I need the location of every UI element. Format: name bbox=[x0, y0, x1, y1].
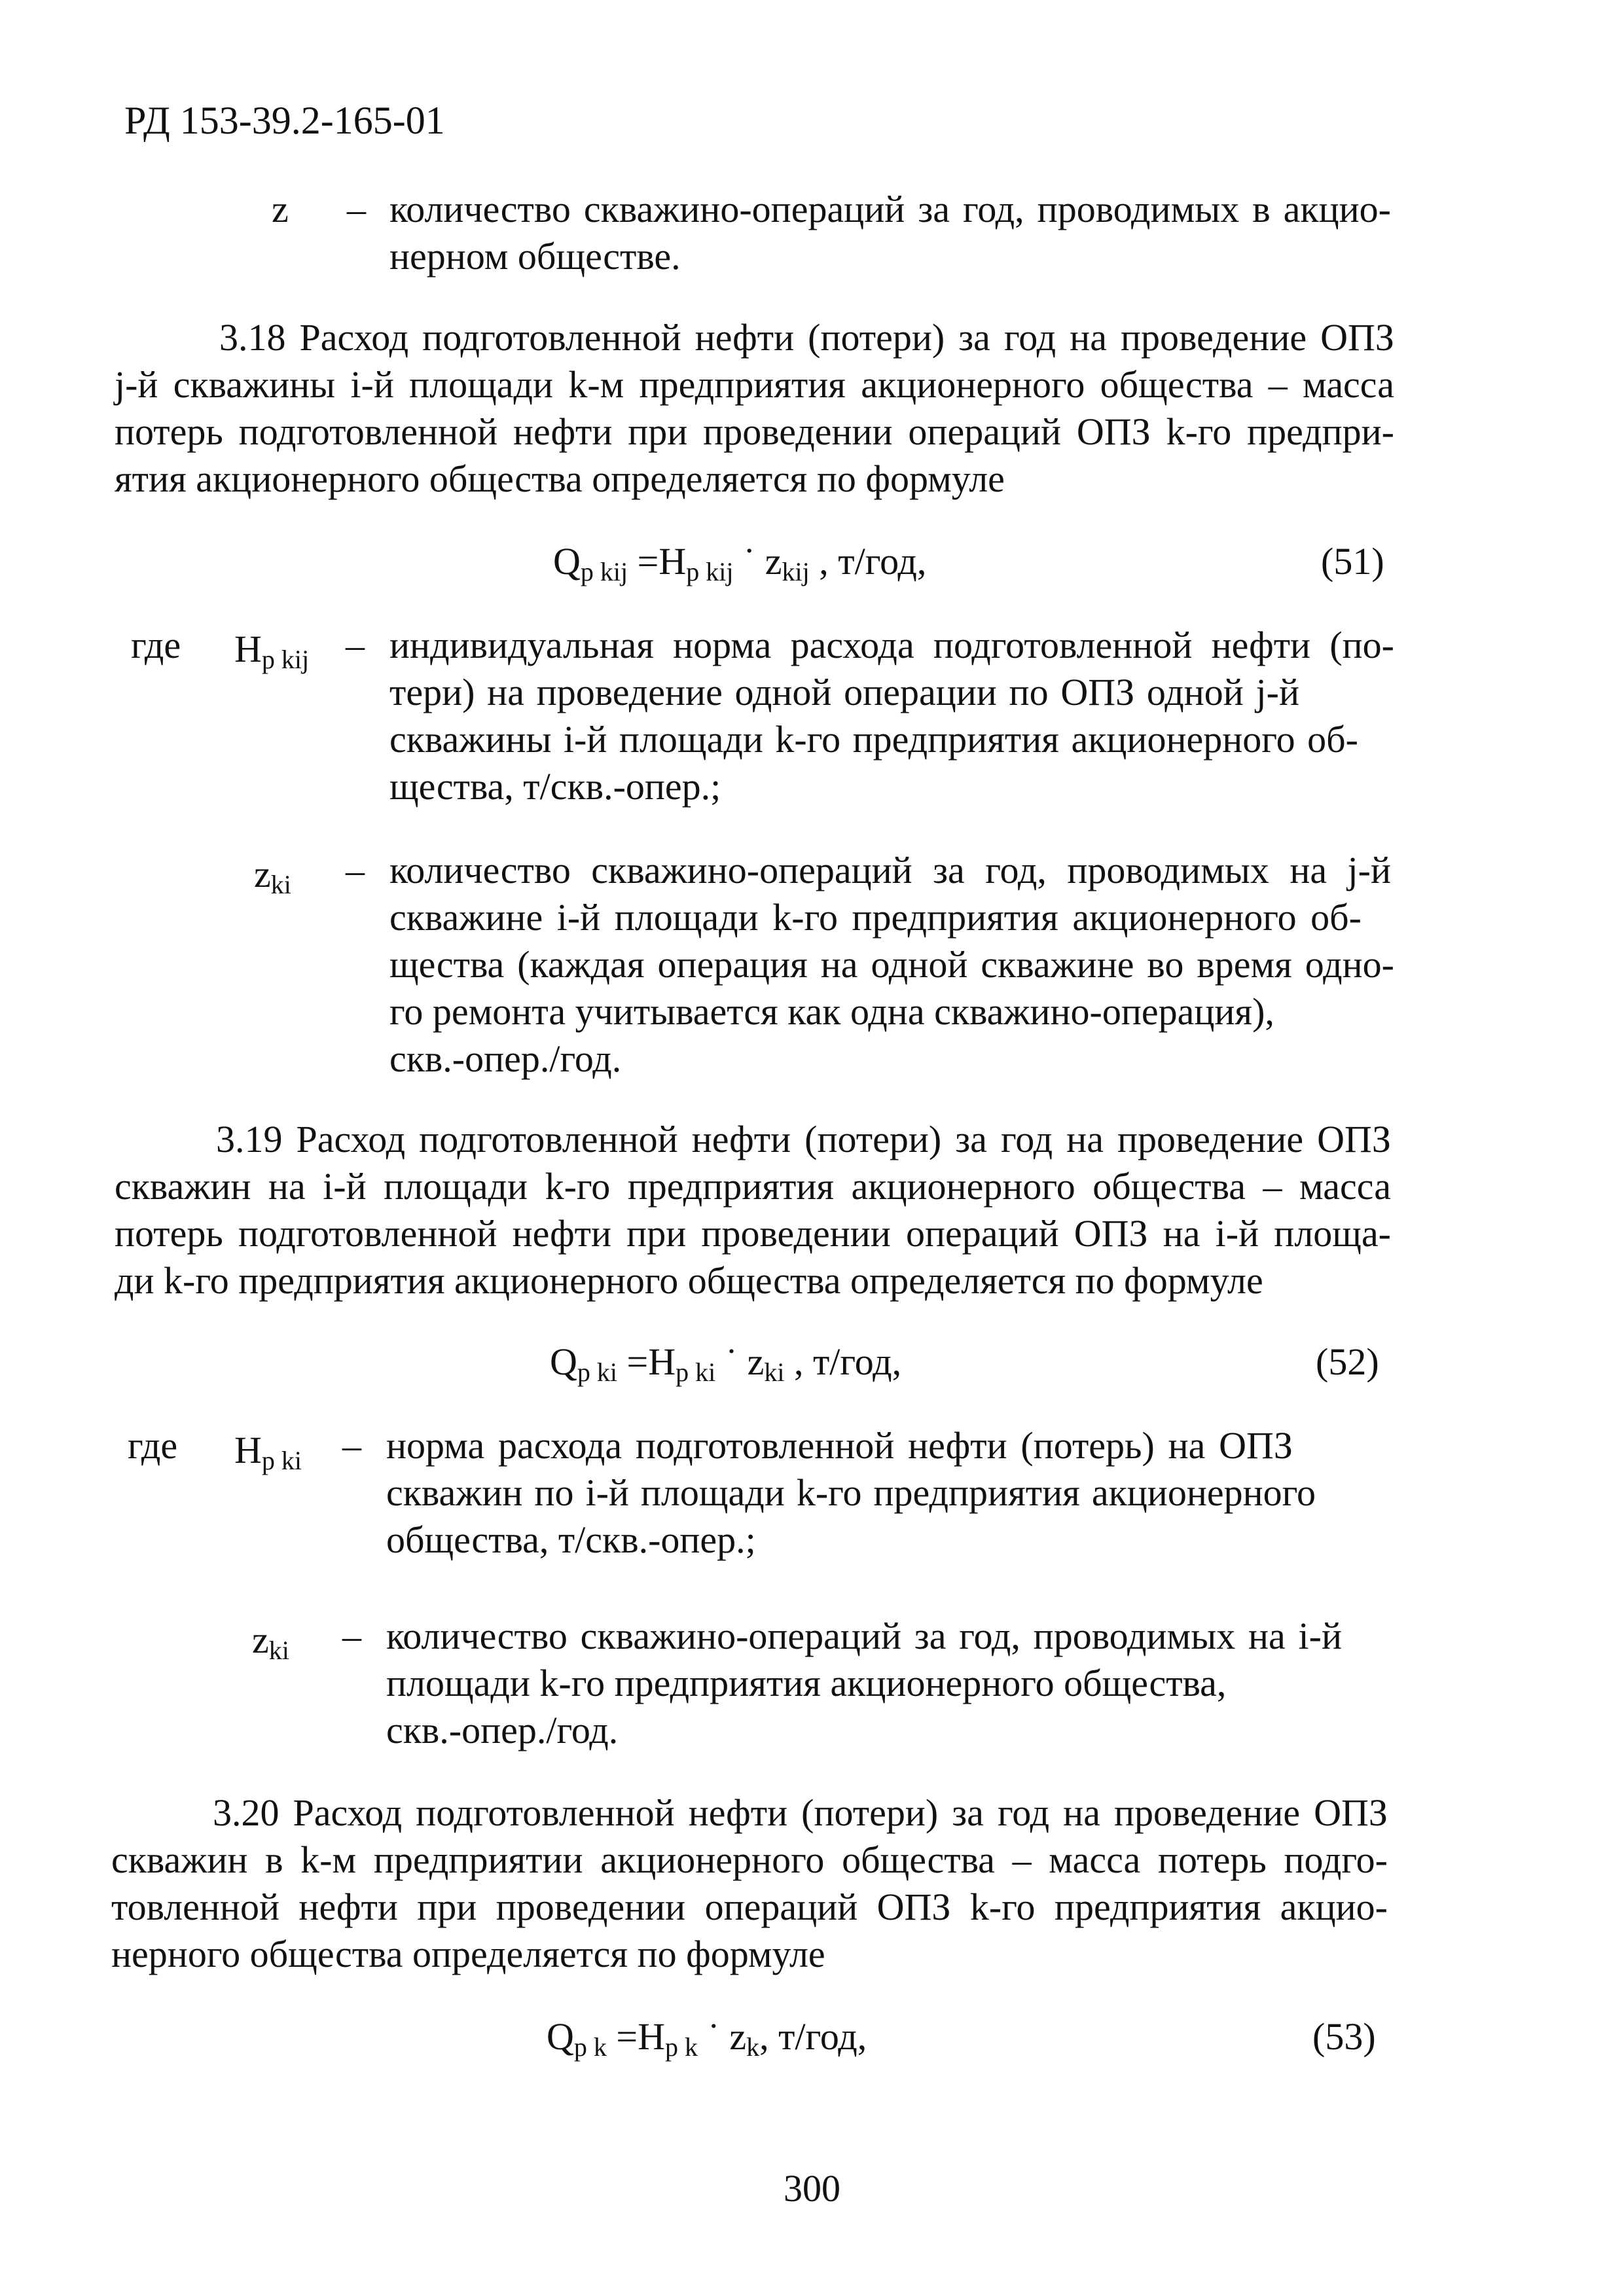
symbol-h-pki: $H_{p ki}$ bbox=[234, 1429, 302, 1475]
h51-def-line-3: скважины i-й площади k-го предприятия акционерного об- bbox=[389, 718, 1358, 761]
para-318-line-1: 3.18 Расход подготовленной нефти (потери) за год на проведение ОПЗ bbox=[219, 316, 1394, 359]
symbol-h-pkij: $H_{p kij}$ bbox=[234, 628, 310, 674]
formula-51: $Q_{p kij} =H_{p kij}$ ˙ $z_{kij}$ , т/год, bbox=[553, 540, 927, 586]
definition-dash: – bbox=[347, 188, 366, 230]
z-def-line-2: нерном обществе. bbox=[389, 235, 681, 278]
para-320-line-1: 3.20 Расход подготовленной нефти (потери) за год на проведение ОПЗ bbox=[213, 1791, 1388, 1834]
h52-def-line-2: скважин по i-й площади k-го предприятия акционерного bbox=[386, 1471, 1316, 1514]
symbol-z-ki: $z_{ki}$ bbox=[252, 1619, 289, 1665]
equation-number-52: (52) bbox=[1316, 1340, 1379, 1383]
z51-def-line-3: щества (каждая операция на одной скважине во время одно- bbox=[389, 943, 1394, 986]
h52-def-line-1: норма расхода подготовленной нефти (потерь) на ОПЗ bbox=[386, 1424, 1293, 1467]
para-319-line-1: 3.19 Расход подготовленной нефти (потери) за год на проведение ОПЗ bbox=[216, 1118, 1391, 1160]
formula-52: $Q_{p ki} =H_{p ki}$ ˙ $z_{ki}$ , т/год, bbox=[550, 1340, 902, 1387]
z51-def-line-2: скважине i-й площади k-го предприятия акционерного об- bbox=[389, 896, 1362, 939]
h52-def-line-3: общества, т/скв.-опер.; bbox=[386, 1518, 756, 1561]
definition-dash: – bbox=[346, 624, 365, 666]
para-320-line-4: нерного общества определяется по формуле bbox=[111, 1933, 825, 1975]
h51-def-line-2: тери) на проведение одной операции по ОПЗ одной j-й bbox=[389, 671, 1299, 713]
equation-number-53: (53) bbox=[1312, 2015, 1376, 2058]
para-319-line-4: ди k-го предприятия акционерного общества определяется по формуле bbox=[115, 1259, 1263, 1302]
para-318-line-2: j-й скважины i-й площади k-м предприятия акционерного общества – масса bbox=[115, 363, 1394, 406]
z-def-line-1: количество скважино-операций за год, проводимых в акцио- bbox=[389, 188, 1391, 230]
definition-dash: – bbox=[346, 849, 365, 891]
z52-def-line-3: скв.-опер./год. bbox=[386, 1709, 619, 1751]
where-label: где bbox=[131, 624, 181, 666]
symbol-z-ki: $z_{ki}$ bbox=[254, 853, 291, 899]
definition-dash: – bbox=[342, 1615, 361, 1657]
para-319-line-3: потерь подготовленной нефти при проведении операций ОПЗ на i-й площа- bbox=[115, 1212, 1391, 1255]
page-number: 300 bbox=[784, 2167, 840, 2210]
symbol-z: z bbox=[272, 188, 289, 230]
where-label: где bbox=[128, 1424, 178, 1467]
para-318-line-3: потерь подготовленной нефти при проведении операций ОПЗ k-го предпри- bbox=[115, 410, 1394, 453]
para-319-line-2: скважин на i-й площади k-го предприятия акционерного общества – масса bbox=[115, 1165, 1391, 1208]
h51-def-line-4: щества, т/скв.-опер.; bbox=[389, 765, 721, 808]
z52-def-line-2: площади k-го предприятия акционерного общества, bbox=[386, 1662, 1227, 1704]
definition-dash: – bbox=[342, 1424, 361, 1467]
equation-number-51: (51) bbox=[1321, 540, 1384, 583]
z51-def-line-1: количество скважино-операций за год, проводимых на j-й bbox=[389, 849, 1391, 891]
para-318-line-4: ятия акционерного общества определяется по формуле bbox=[115, 457, 1005, 500]
para-320-line-3: товленной нефти при проведении операций ОПЗ k-го предприятия акцио- bbox=[111, 1886, 1388, 1928]
document-code: РД 153-39.2-165-01 bbox=[124, 99, 445, 142]
z51-def-line-4: го ремонта учитывается как одна скважино-операция), bbox=[389, 990, 1274, 1033]
z51-def-line-5: скв.-опер./год. bbox=[389, 1037, 622, 1080]
h51-def-line-1: индивидуальная норма расхода подготовленной нефти (по- bbox=[389, 624, 1394, 666]
z52-def-line-1: количество скважино-операций за год, проводимых на i-й bbox=[386, 1615, 1342, 1657]
para-320-line-2: скважин в k-м предприятии акционерного общества – масса потерь подго- bbox=[111, 1839, 1388, 1881]
formula-53: $Q_{p k} =H_{p k}$ ˙ $z_k$, т/год, bbox=[547, 2015, 867, 2062]
